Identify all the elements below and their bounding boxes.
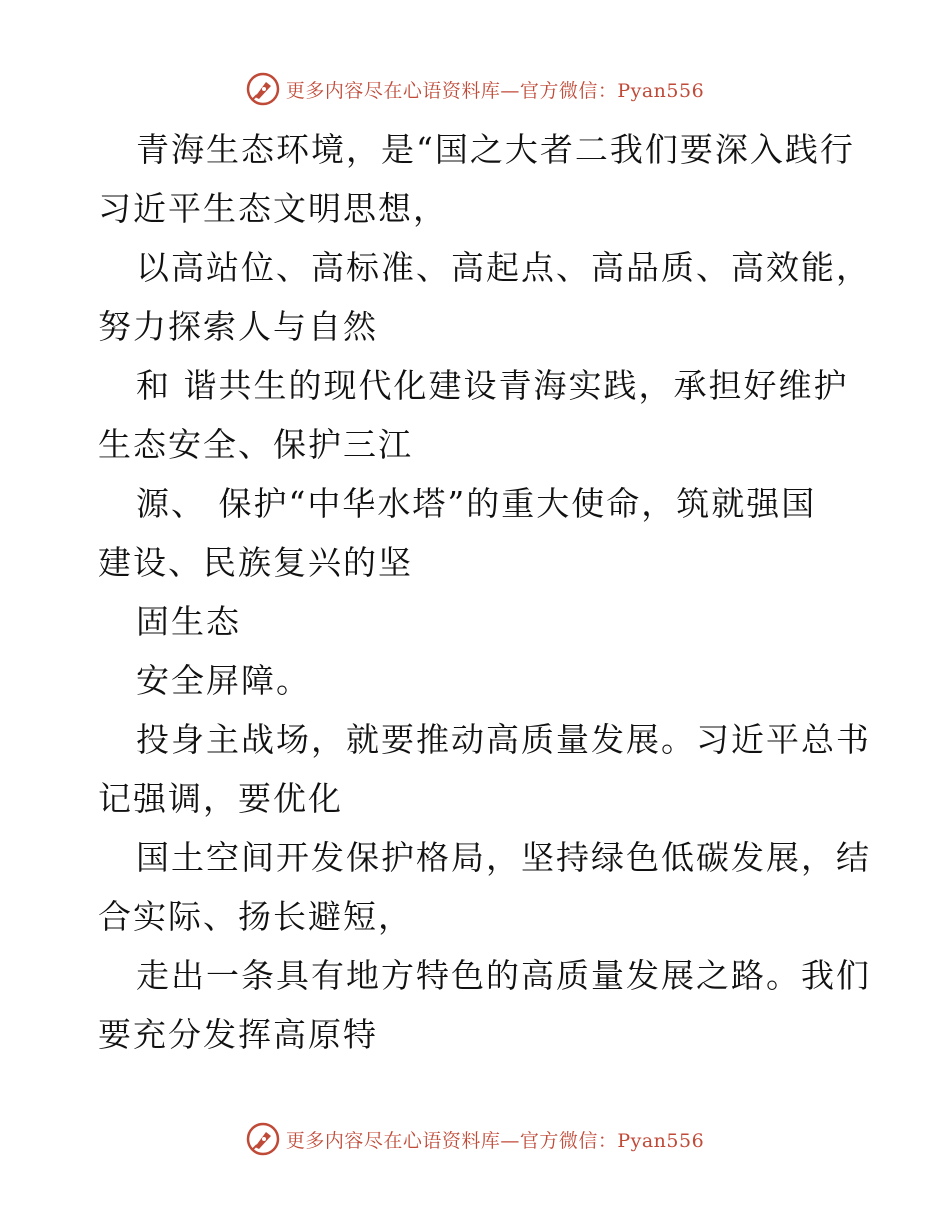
text-line: 固生态 [136,602,241,641]
text-line: 合实际、扬长避短， [98,897,413,936]
text-line: 源、 保护“中华水塔”的重大使命，筑就强国 [136,484,817,523]
text-line: 习近平生态文明思想， [98,189,448,228]
text-line: 和 谐共生的现代化建设青海实践，承担好维护 [136,366,849,405]
text-line: 生态安全、保护三江 [98,425,413,464]
text-line: 要充分发挥高原特 [98,1015,378,1054]
text-line: 投身主战场，就要推动高质量发展。习近平总书 [136,720,871,759]
header-banner-text: 更多内容尽在心语资料库—官方微信：Pyan556 [285,79,705,102]
footer-banner-text: 更多内容尽在心语资料库—官方微信：Pyan556 [285,1129,705,1152]
text-line: 走出一条具有地方特色的高质量发展之路。我们 [136,956,871,995]
footer-banner [0,1122,950,1156]
header-banner [0,72,950,106]
text-line: 国土空间开发保护格局，坚持绿色低碳发展，结 [136,838,871,877]
pen-nib-logo-icon [246,72,280,106]
text-line: 青海生态环境，是“国之大者二我们要深入践行 [136,130,855,169]
document-body [98,120,871,1064]
text-line: 安全屏障。 [136,661,311,700]
pen-nib-logo-icon [246,1122,280,1156]
text-line: 记强调，要优化 [98,779,343,818]
text-line: 以高站位、高标准、高起点、高品质、高效能， [136,248,871,287]
text-line: 建设、民族复兴的坚 [98,543,413,582]
text-line: 努力探索人与自然 [98,307,378,346]
